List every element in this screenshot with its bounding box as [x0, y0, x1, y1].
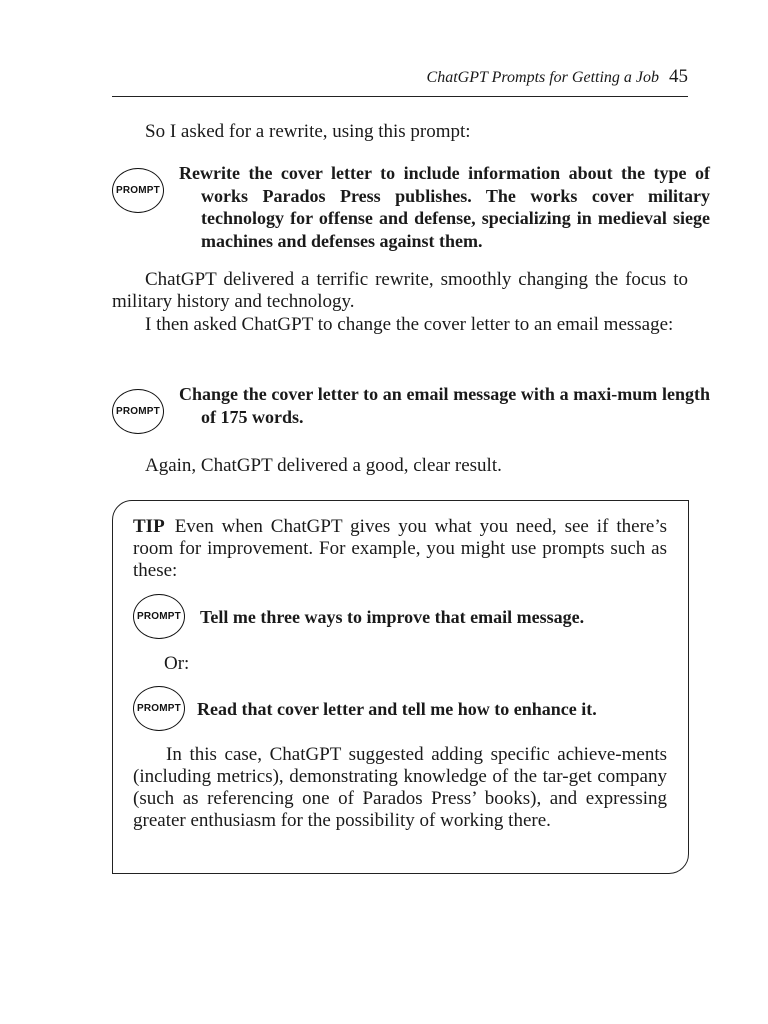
prompt-icon: PROMPT — [112, 389, 164, 434]
prompt-icon: PROMPT — [112, 168, 164, 213]
paragraph-good-result: Again, ChatGPT delivered a good, clear result. — [145, 455, 502, 476]
tip-label: TIP — [133, 516, 165, 537]
running-header — [112, 66, 688, 88]
tip-or-text: Or: — [164, 653, 190, 674]
prompt-rewrite-text: Rewrite the cover letter to include information about the type of works Parados Press publishes. The works cover military technology for offense and defense, specializing in medieval siege machines and defenses against them. — [179, 163, 710, 251]
paragraph-rewrite-intro: So I asked for a rewrite, using this prompt: — [145, 121, 471, 142]
page-number: 45 — [669, 66, 688, 87]
paragraph-terrific-rewrite: ChatGPT delivered a terrific rewrite, smoothly changing the focus to military history and technology. — [112, 269, 688, 312]
tip-closing-paragraph: In this case, ChatGPT suggested adding specific achieve-ments (including metrics), demonstrating knowledge of the tar-get company (such as referencing one of Parados Press’ books), and expressing greater enthusiasm for the possibility of working there. — [133, 744, 667, 831]
paragraph-email-request: I then asked ChatGPT to change the cover letter to an email message: — [145, 314, 674, 335]
tip-prompt-improve-text: Tell me three ways to improve that email message. — [200, 607, 585, 627]
tip-prompt-enhance-text: Read that cover letter and tell me how to enhance it. — [197, 699, 597, 719]
running-title: ChatGPT Prompts for Getting a Job — [426, 69, 659, 86]
prompt-icon: PROMPT — [133, 594, 185, 639]
tip-intro-text: Even when ChatGPT gives you what you need, see if there’s room for improvement. For example, you might use prompts such as these: — [133, 516, 667, 581]
tip-intro — [133, 516, 667, 582]
prompt-icon: PROMPT — [133, 686, 185, 731]
prompt-email-text: Change the cover letter to an email message with a maxi-mum length of 175 words. — [179, 384, 710, 427]
header-rule — [112, 96, 688, 97]
